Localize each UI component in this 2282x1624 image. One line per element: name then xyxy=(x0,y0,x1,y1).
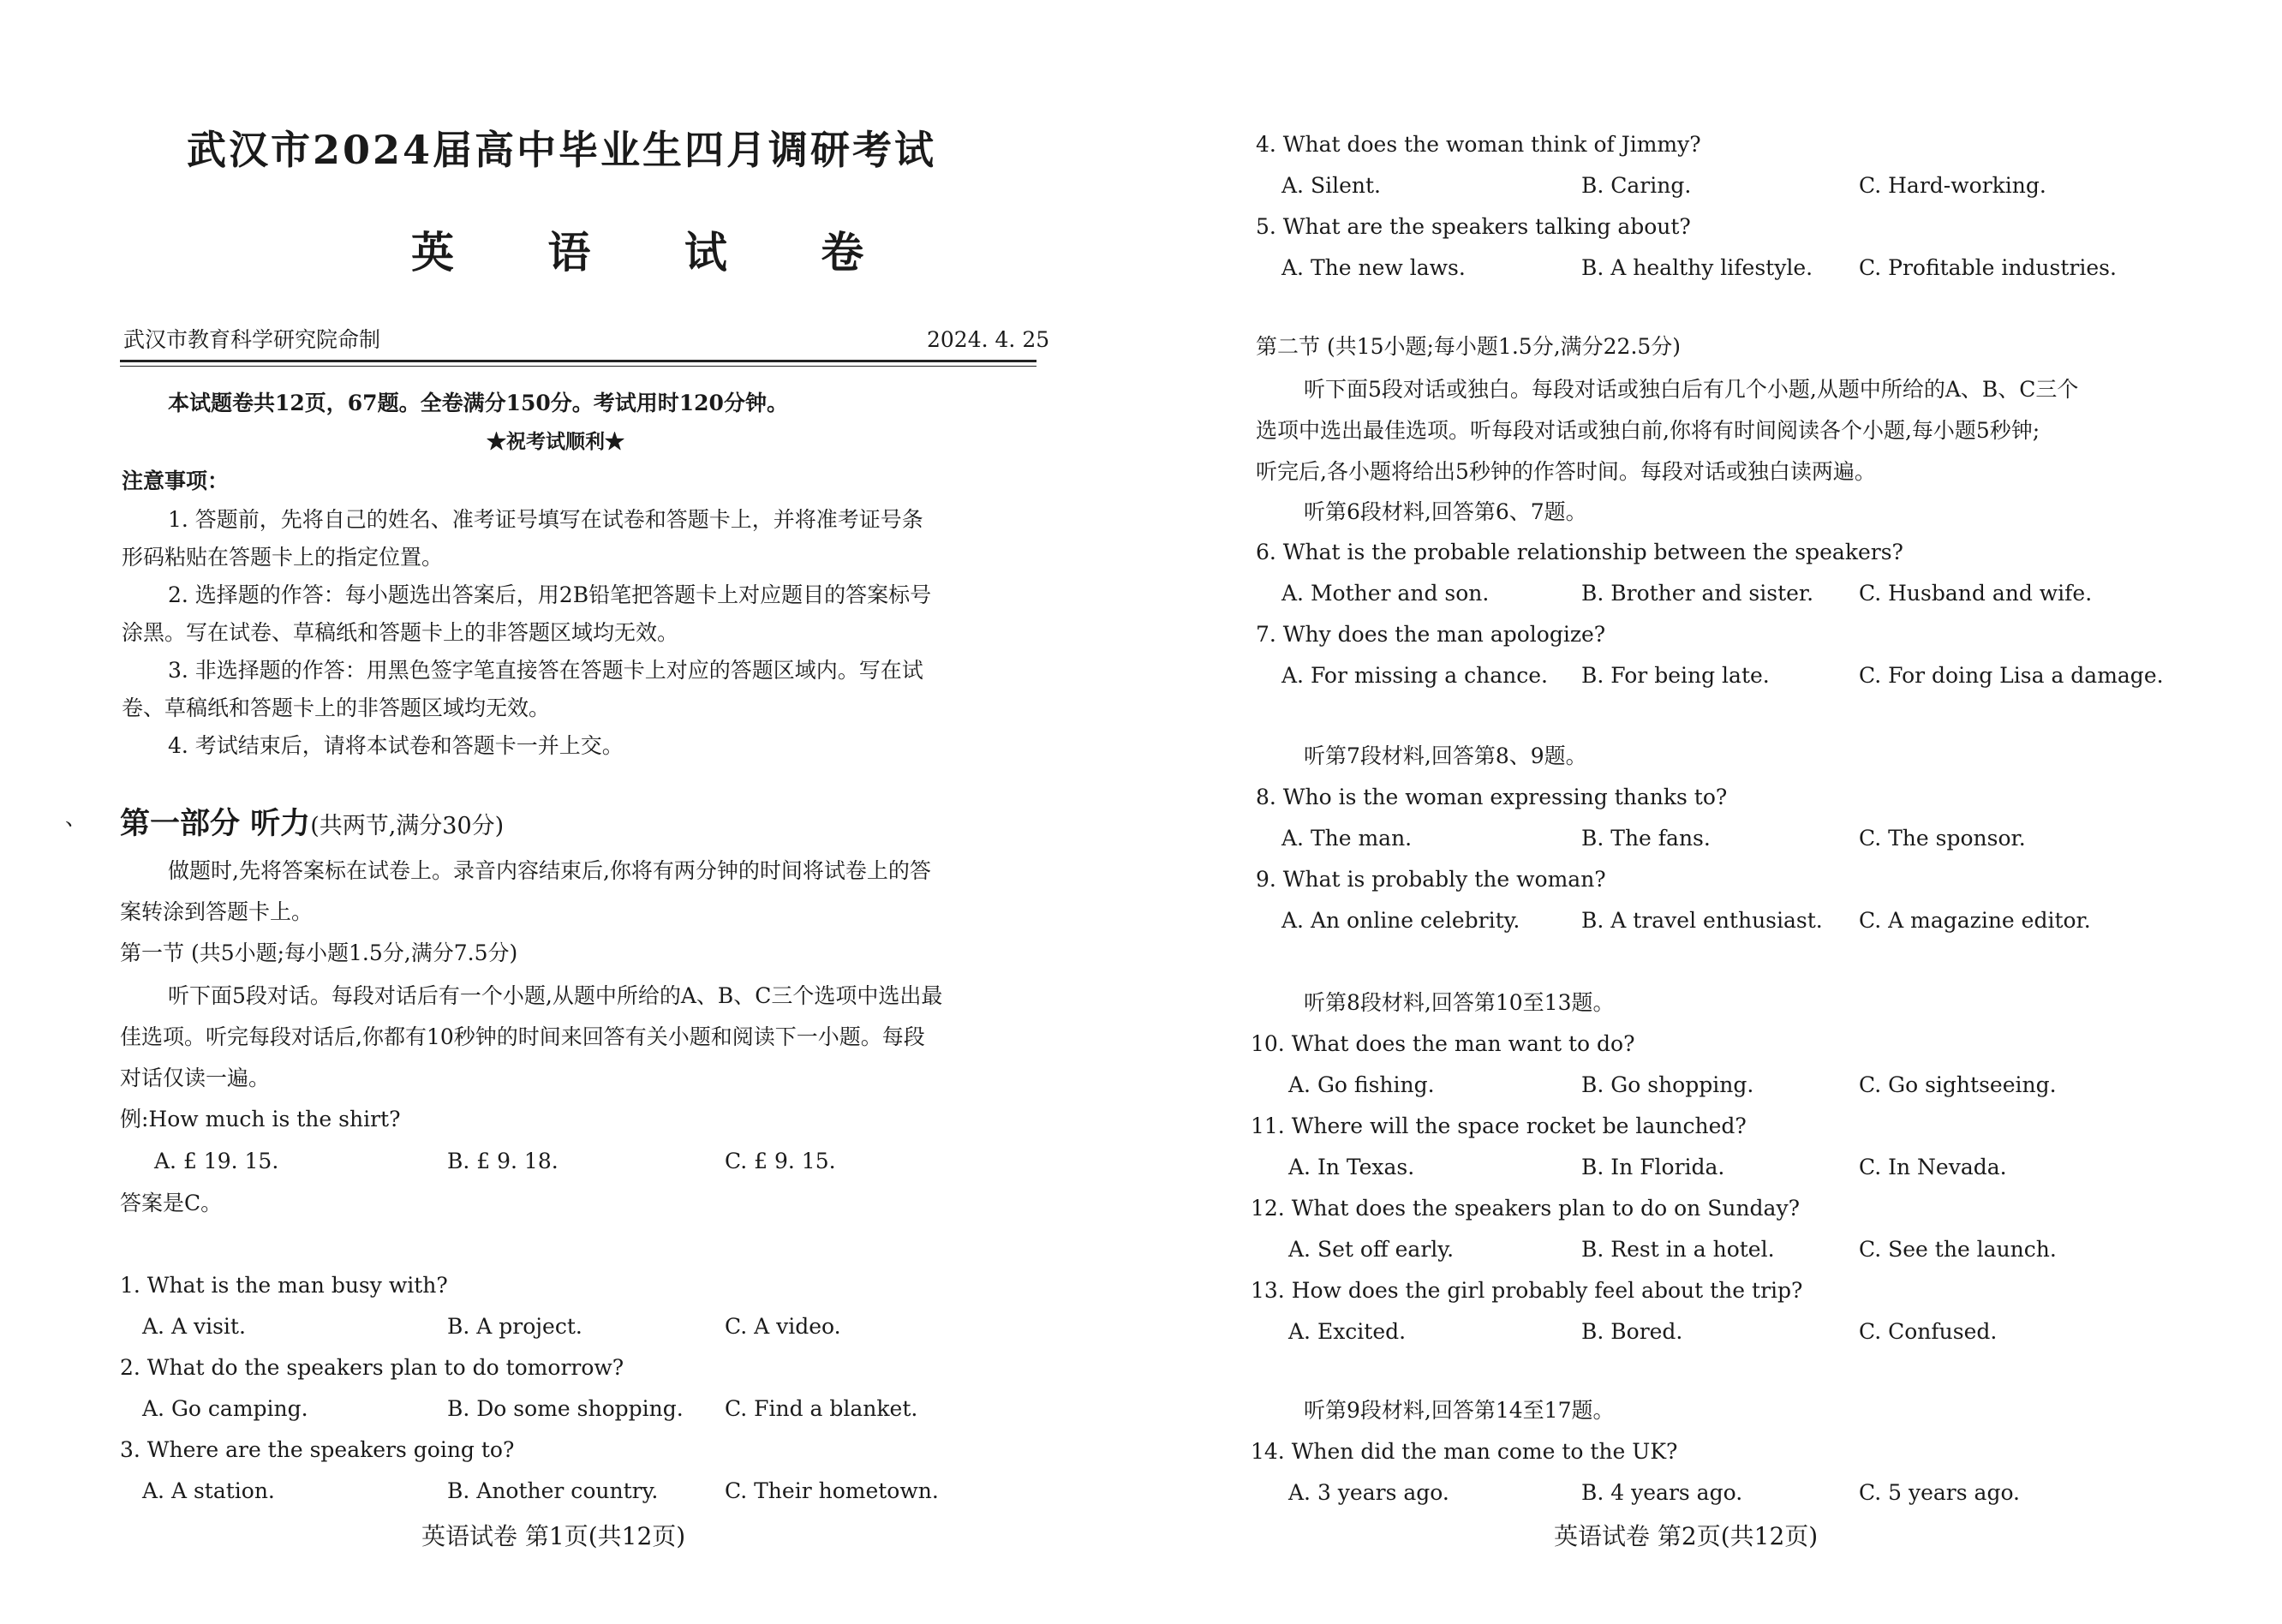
answer-option: C. Go sightseeing. xyxy=(1859,1072,2057,1097)
question-text: 10. What does the man want to do? xyxy=(1251,1031,1635,1056)
answer-option: C. Find a blanket. xyxy=(725,1396,918,1421)
section1-heading: 第一节 (共5小题;每小题1.5分,满分7.5分) xyxy=(120,940,518,965)
group-intro: 听第9段材料,回答第14至17题。 xyxy=(1304,1398,1615,1423)
exam-date: 2024. 4. 25 xyxy=(927,327,1050,352)
section2-instruction: 听完后,各小题将给出5秒钟的作答时间。每段对话或独白读两遍。 xyxy=(1256,459,1876,484)
notice-line: 涂黑。写在试卷、草稿纸和答题卡上的非答题区域均无效。 xyxy=(122,620,679,645)
question-text: 12. What does the speakers plan to do on Sunday? xyxy=(1251,1196,1800,1221)
notice-line: 形码粘贴在答题卡上的指定位置。 xyxy=(122,545,444,570)
question-text: 1. What is the man busy with? xyxy=(120,1273,448,1298)
answer-option: A. 3 years ago. xyxy=(1288,1480,1449,1505)
answer-option: A. An online celebrity. xyxy=(1281,908,1520,933)
part1-heading xyxy=(120,806,505,841)
answer-option: B. Another country. xyxy=(447,1478,659,1503)
answer-option: B. 4 years ago. xyxy=(1581,1480,1743,1505)
answer-option: B. A project. xyxy=(447,1314,582,1339)
answer-option: A. In Texas. xyxy=(1288,1155,1415,1179)
question-text: 13. How does the girl probably feel about the trip? xyxy=(1251,1278,1803,1303)
notice-line: 2. 选择题的作答：每小题选出答案后，用2B铅笔把答题卡上对应题目的答案标号 xyxy=(168,582,932,607)
exam-subtitle: 英 语 试 卷 xyxy=(411,227,904,278)
notice-line: 卷、草稿纸和答题卡上的非答题区域均无效。 xyxy=(122,696,551,720)
answer-option: C. See the launch. xyxy=(1859,1237,2057,1262)
section1-instruction: 听下面5段对话。每段对话后有一个小题,从题中所给的A、B、C三个选项中选出最 xyxy=(168,983,943,1008)
question-text: 3. Where are the speakers going to? xyxy=(120,1437,515,1462)
question-text: 5. What are the speakers talking about? xyxy=(1256,214,1691,239)
answer-option: C. For doing Lisa a damage. xyxy=(1859,663,2164,688)
header-rule-thin xyxy=(120,366,1036,367)
answer-option: A. A visit. xyxy=(142,1314,246,1339)
answer-option: B. Brother and sister. xyxy=(1581,581,1814,606)
answer-option: C. Their hometown. xyxy=(725,1478,939,1503)
group-intro: 听第7段材料,回答第8、9题。 xyxy=(1304,743,1587,768)
question-text: 9. What is probably the woman? xyxy=(1256,867,1606,892)
answer-option: B. A travel enthusiast. xyxy=(1581,908,1823,933)
answer-option: B. Do some shopping. xyxy=(447,1396,684,1421)
example-question: 例:How much is the shirt? xyxy=(120,1107,401,1131)
stray-mark: 、 xyxy=(65,805,87,830)
answer-option: A. Go fishing. xyxy=(1288,1072,1435,1097)
section2-heading: 第二节 (共15小题;每小题1.5分,满分22.5分) xyxy=(1256,334,1682,359)
example-answer: 答案是C。 xyxy=(120,1191,223,1215)
answer-option: B. For being late. xyxy=(1581,663,1770,688)
answer-option: C. A magazine editor. xyxy=(1859,908,2091,933)
section1-instruction: 对话仅读一遍。 xyxy=(120,1066,271,1090)
question-text: 11. Where will the space rocket be launched? xyxy=(1251,1114,1747,1138)
question-text: 6. What is the probable relationship between the speakers? xyxy=(1256,540,1903,564)
notice-heading: 注意事项： xyxy=(122,469,230,493)
answer-option: A. Go camping. xyxy=(142,1396,308,1421)
answer-option: B. Go shopping. xyxy=(1581,1072,1754,1097)
answer-option: B. A healthy lifestyle. xyxy=(1581,255,1813,280)
header-rule xyxy=(120,360,1036,362)
page-footer: 英语试卷 第2页(共12页) xyxy=(1554,1522,1819,1550)
answer-option: A. Excited. xyxy=(1288,1319,1407,1344)
answer-option: A. A station. xyxy=(142,1478,275,1503)
example-option: C. £ 9. 15. xyxy=(725,1149,836,1173)
group-intro: 听第8段材料,回答第10至13题。 xyxy=(1304,990,1615,1015)
issuer: 武汉市教育科学研究院命制 xyxy=(123,327,381,352)
answer-option: A. For missing a chance. xyxy=(1281,663,1548,688)
question-text: 4. What does the woman think of Jimmy? xyxy=(1256,132,1701,157)
answer-option: C. Hard-working. xyxy=(1859,173,2046,198)
answer-option: A. Set off early. xyxy=(1288,1237,1455,1262)
section2-instruction: 选项中选出最佳选项。听每段对话或独白前,你将有时间阅读各个小题,每小题5秒钟; xyxy=(1256,418,2040,443)
question-text: 7. Why does the man apologize? xyxy=(1256,622,1606,647)
answer-option: B. In Florida. xyxy=(1581,1155,1725,1179)
section2-instruction: 听下面5段对话或独白。每段对话或独白后有几个小题,从题中所给的A、B、C三个 xyxy=(1304,377,2079,402)
answer-option: A. The new laws. xyxy=(1281,255,1466,280)
group-intro: 听第6段材料,回答第6、7题。 xyxy=(1304,499,1587,524)
answer-option: B. Bored. xyxy=(1581,1319,1683,1344)
answer-option: C. 5 years ago. xyxy=(1859,1480,2021,1505)
answer-option: B. Rest in a hotel. xyxy=(1581,1237,1775,1262)
answer-option: C. A video. xyxy=(725,1314,841,1339)
notice-line: 3. 非选择题的作答：用黑色签字笔直接答在答题卡上对应的答题区域内。写在试 xyxy=(168,658,923,683)
exam-title: 武汉市2024届高中毕业生四月调研考试 xyxy=(187,127,937,173)
question-text: 14. When did the man come to the UK? xyxy=(1251,1439,1678,1464)
answer-option: A. Mother and son. xyxy=(1281,581,1490,606)
part1-instruction: 案转涂到答题卡上。 xyxy=(120,899,314,924)
good-luck-banner: ★祝考试顺利★ xyxy=(487,430,624,453)
answer-option: B. The fans. xyxy=(1581,826,1711,851)
section1-instruction: 佳选项。听完每段对话后,你都有10秒钟的时间来回答有关小题和阅读下一小题。每段 xyxy=(120,1024,925,1049)
part1-instruction: 做题时,先将答案标在试卷上。录音内容结束后,你将有两分钟的时间将试卷上的答 xyxy=(168,858,931,883)
answer-option: B. Caring. xyxy=(1581,173,1692,198)
answer-option: C. Confused. xyxy=(1859,1319,1998,1344)
example-option: B. £ 9. 18. xyxy=(447,1149,559,1173)
answer-option: A. The man. xyxy=(1281,826,1413,851)
notice-line: 4. 考试结束后，请将本试卷和答题卡一并上交。 xyxy=(168,733,624,758)
notice-line: 1. 答题前，先将自己的姓名、准考证号填写在试卷和答题卡上，并将准考证号条 xyxy=(168,507,923,532)
answer-option: C. Husband and wife. xyxy=(1859,581,2093,606)
exam-info: 本试题卷共12页，67题。全卷满分150分。考试用时120分钟。 xyxy=(168,391,788,415)
question-text: 2. What do the speakers plan to do tomorrow? xyxy=(120,1355,624,1380)
example-option: A. £ 19. 15. xyxy=(154,1149,279,1173)
exam-page-2 xyxy=(1141,0,2282,1624)
page-footer: 英语试卷 第1页(共12页) xyxy=(421,1522,686,1550)
part1-title: 第一部分 听力 xyxy=(120,806,311,841)
answer-option: C. Profitable industries. xyxy=(1859,255,2117,280)
part1-points: (共两节,满分30分) xyxy=(310,813,505,839)
answer-option: C. In Nevada. xyxy=(1859,1155,2007,1179)
answer-option: C. The sponsor. xyxy=(1859,826,2026,851)
answer-option: A. Silent. xyxy=(1281,173,1381,198)
question-text: 8. Who is the woman expressing thanks to? xyxy=(1256,785,1728,809)
